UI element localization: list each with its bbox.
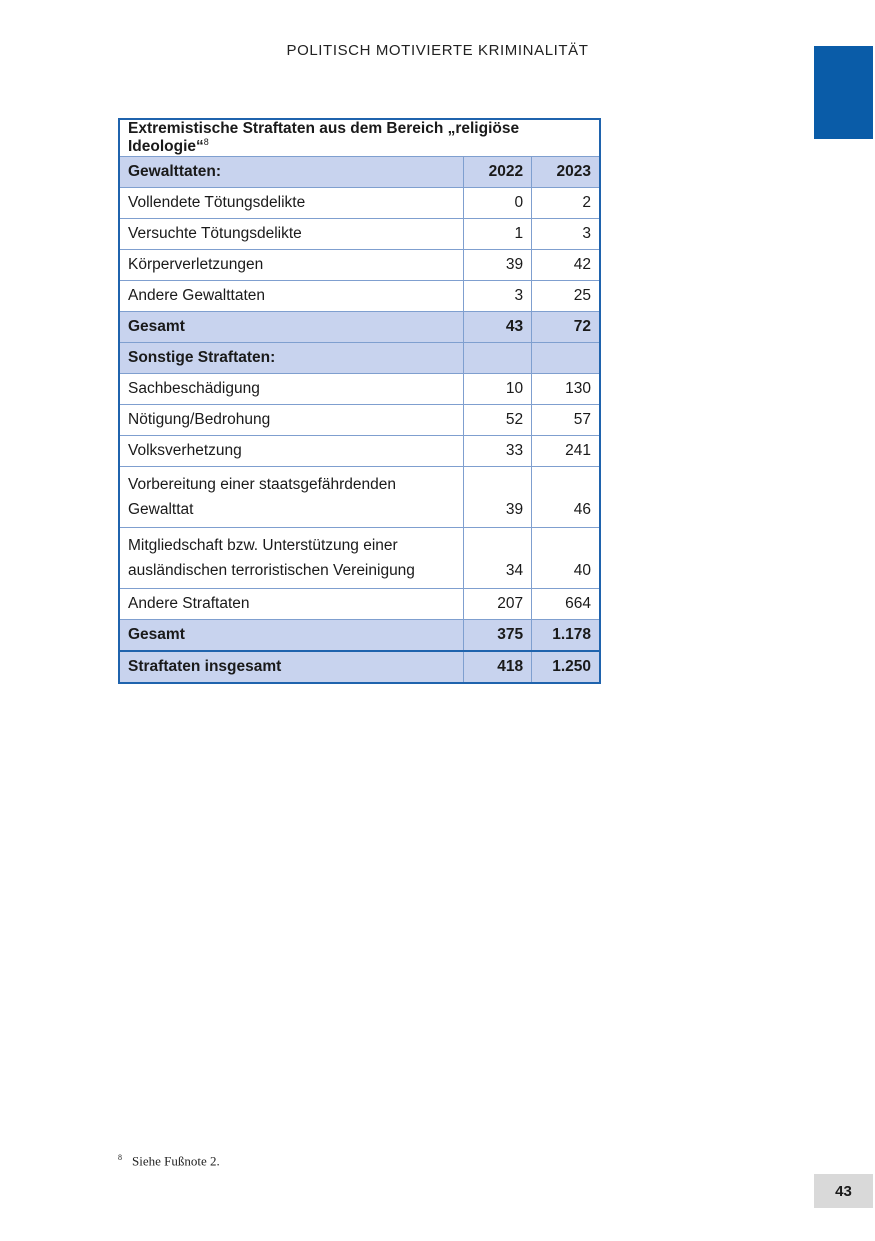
cell-2023: 40: [532, 528, 600, 589]
row-label-line-1: Vorbereitung einer staatsgefährdenden: [128, 476, 397, 493]
column-header-2022: 2022: [464, 157, 532, 188]
cell-2022: 1: [464, 219, 532, 250]
cell-2022: 0: [464, 188, 532, 219]
footnote-text: Siehe Fußnote 2.: [132, 1153, 220, 1169]
empty-cell: [464, 343, 532, 374]
table-row: [119, 436, 600, 467]
cell-2023: 3: [532, 219, 600, 250]
table-row: [119, 528, 600, 589]
table-row: [119, 219, 600, 250]
cell-2023: 1.178: [532, 620, 600, 652]
empty-cell: [532, 343, 600, 374]
table-row: [119, 405, 600, 436]
row-label: Versuchte Tötungsdelikte: [119, 219, 464, 250]
subtotal-row-violence: [119, 312, 600, 343]
running-header: POLITISCH MOTIVIERTE KRIMINALITÄT: [286, 42, 589, 59]
row-label-line-2: ausländischen terroristischen Vereinigung: [128, 562, 415, 579]
table-title-row: [119, 119, 600, 157]
section-header-other: [119, 343, 600, 374]
cell-2023: 2: [532, 188, 600, 219]
cell-2023: 57: [532, 405, 600, 436]
cell-2022: 39: [464, 250, 532, 281]
cell-2023: 42: [532, 250, 600, 281]
row-label: Sachbeschädigung: [119, 374, 464, 405]
cell-2022: 34: [464, 528, 532, 589]
table-row: [119, 281, 600, 312]
column-header-2023: 2023: [532, 157, 600, 188]
footnote-mark: 8: [118, 1153, 122, 1162]
row-label-line-2: Gewalttat: [128, 501, 194, 518]
cell-2023: 241: [532, 436, 600, 467]
cell-2023: 46: [532, 467, 600, 528]
cell-2022: 43: [464, 312, 532, 343]
cell-2022: 207: [464, 589, 532, 620]
cell-2023: 1.250: [532, 651, 600, 683]
row-label: Andere Gewalttaten: [119, 281, 464, 312]
cell-2023: 130: [532, 374, 600, 405]
cell-2022: 418: [464, 651, 532, 683]
table-row: [119, 250, 600, 281]
cell-2023: 72: [532, 312, 600, 343]
cell-2022: 33: [464, 436, 532, 467]
table-title-footnote-mark: 8: [203, 136, 209, 147]
row-label: Andere Straftaten: [119, 589, 464, 620]
section-label: Sonstige Straftaten:: [119, 343, 464, 374]
subtotal-row-other: [119, 620, 600, 652]
cell-2022: 375: [464, 620, 532, 652]
section-header-violence: [119, 157, 600, 188]
cell-2023: 25: [532, 281, 600, 312]
page-number: 43: [814, 1174, 873, 1208]
table-row: [119, 589, 600, 620]
row-label: Volksverhetzung: [119, 436, 464, 467]
cell-2022: 39: [464, 467, 532, 528]
row-label: [119, 467, 464, 528]
cell-2022: 10: [464, 374, 532, 405]
table-title-text: Extremistische Straftaten aus dem Bereich „religiöse Ideologie“: [128, 120, 520, 155]
section-label: Gewalttaten:: [119, 157, 464, 188]
table-row: [119, 188, 600, 219]
row-label-line-1: Mitgliedschaft bzw. Unterstützung einer: [128, 537, 398, 554]
cell-2023: 664: [532, 589, 600, 620]
row-label: Vollendete Tötungsdelikte: [119, 188, 464, 219]
table-row: [119, 467, 600, 528]
crime-statistics-table: [118, 118, 601, 684]
table-row: [119, 374, 600, 405]
cell-2022: 3: [464, 281, 532, 312]
grand-total-row: [119, 651, 600, 683]
row-label: Nötigung/Bedrohung: [119, 405, 464, 436]
chapter-tab: [814, 46, 873, 139]
cell-2022: 52: [464, 405, 532, 436]
table-title: [119, 119, 600, 157]
row-label: [119, 528, 464, 589]
footnote: [118, 1153, 220, 1169]
row-label: Gesamt: [119, 312, 464, 343]
row-label: Körperverletzungen: [119, 250, 464, 281]
row-label: Straftaten insgesamt: [119, 651, 464, 683]
row-label: Gesamt: [119, 620, 464, 652]
